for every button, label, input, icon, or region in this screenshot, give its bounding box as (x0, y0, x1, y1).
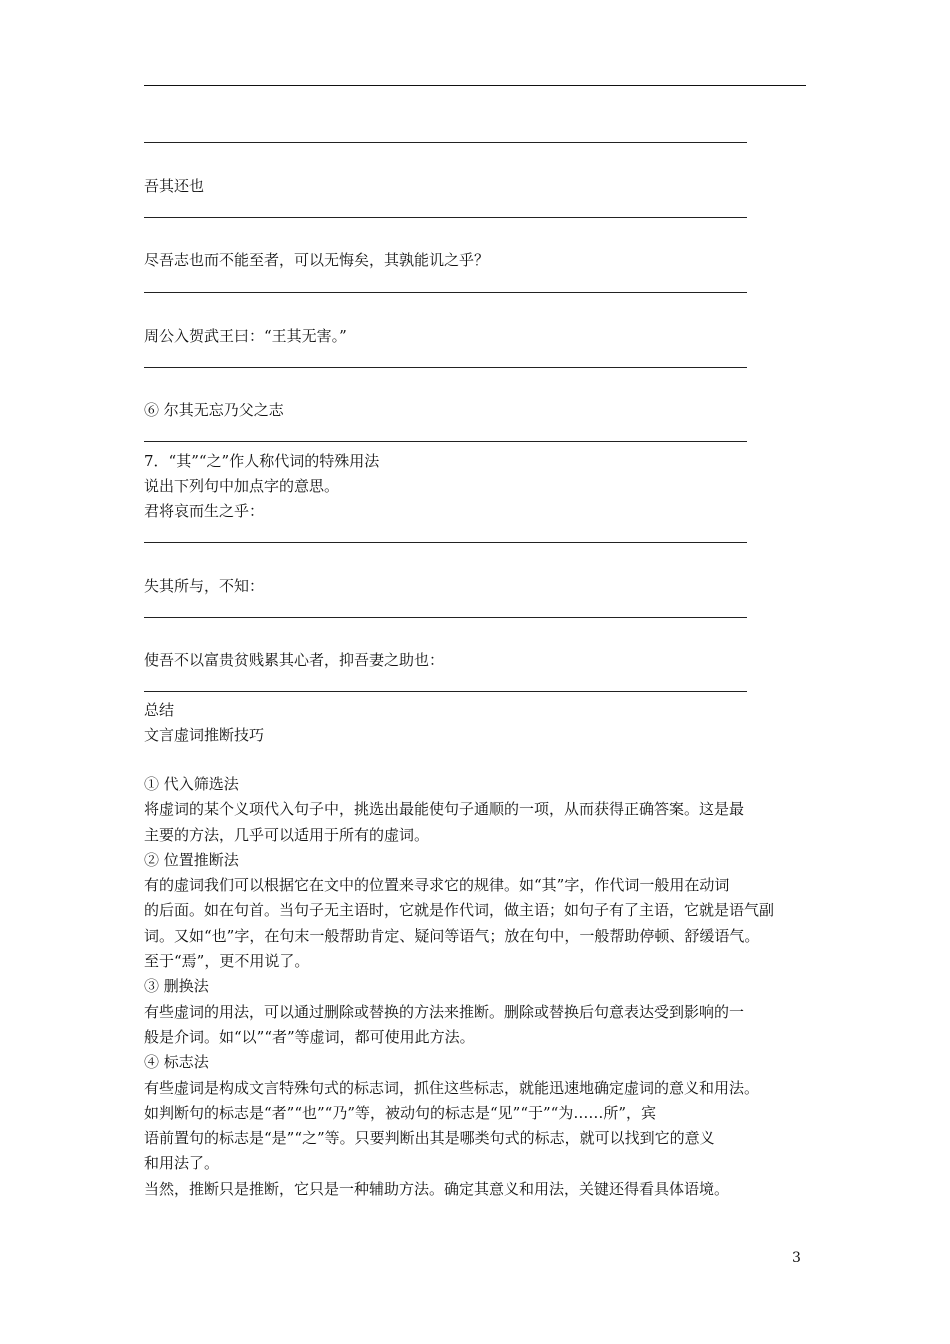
section-heading: 7．“其”“之”作人称代词的特殊用法 (144, 452, 380, 470)
summary-title: 总结 (144, 701, 175, 719)
answer-line[interactable] (144, 441, 747, 442)
exercise-sentence: 周公入贺武王曰：“王其无害。” (144, 327, 347, 345)
exercise-sentence: 失其所与，不知： (144, 577, 265, 595)
method-text-line: 将虚词的某个义项代入句子中，挑选出最能使句子通顺的一项，从而获得正确答案。这是最 (144, 800, 745, 819)
exercise-sentence: 使吾不以富贵贫贱累其心者，抑吾妻之助也： (144, 651, 445, 669)
method-text-line: 至于“焉”，更不用说了。 (144, 952, 310, 971)
exercise-sentence: 君将哀而生之乎： (144, 502, 265, 520)
method-text-line: 语前置句的标志是“是”“之”等。只要判断出其是哪类句式的标志，就可以找到它的意义 (144, 1129, 715, 1148)
section-instruction: 说出下列句中加点字的意思。 (144, 477, 340, 495)
exercise-sentence: 尽吾志也而不能至者，可以无悔矣，其孰能讥之乎？ (144, 251, 490, 269)
method-title: ④ 标志法 (144, 1053, 209, 1072)
page-number: 3 (792, 1250, 801, 1266)
answer-line[interactable] (144, 542, 747, 543)
method-text-line: 般是介词。如“以”“者”等虚词，都可使用此方法。 (144, 1027, 475, 1046)
method-text-line: 主要的方法，几乎可以适用于所有的虚词。 (144, 825, 430, 844)
answer-line[interactable] (144, 142, 747, 143)
method-text-line: 有些虚词的用法，可以通过删除或替换的方法来推断。删除或替换后句意表达受到影响的一 (144, 1002, 745, 1021)
method-text-line: 词。又如“也”字，在句末一般帮助肯定、疑问等语气；放在句中，一般帮助停顿、舒缓语气。 (144, 926, 760, 945)
method-text-line: 和用法了。 (144, 1154, 220, 1173)
method-text-line: 的后面。如在句首。当句子无主语时，它就是作代词，做主语；如句子有了主语，它就是语气副 (144, 901, 775, 920)
exercise-sentence: ⑥ 尔其无忘乃父之志 (144, 401, 284, 419)
summary-methods (144, 772, 808, 1202)
method-text-line: 当然，推断只是推断，它只是一种辅助方法。确定其意义和用法，关键还得看具体语境。 (144, 1179, 730, 1198)
answer-line[interactable] (144, 217, 747, 218)
method-text-line: 有的虚词我们可以根据它在文中的位置来寻求它的规律。如“其”字，作代词一般用在动词 (144, 876, 730, 895)
answer-line[interactable] (144, 292, 747, 293)
method-title: ③ 删换法 (144, 977, 209, 996)
method-text-line: 如判断句的标志是“者”“也”“乃”等，被动句的标志是“见”“于”“为……所”，宾 (144, 1103, 657, 1122)
answer-line[interactable] (144, 617, 747, 618)
answer-line[interactable] (144, 367, 747, 368)
method-title: ① 代入筛选法 (144, 775, 239, 793)
method-title: ② 位置推断法 (144, 850, 239, 869)
method-text-line: 有些虚词是构成文言特殊句式的标志词，抓住这些标志，就能迅速地确定虚词的意义和用法。 (144, 1078, 760, 1097)
header-rule (144, 85, 806, 86)
exercise-sentence: 吾其还也 (144, 177, 205, 195)
answer-line[interactable] (144, 691, 747, 692)
summary-subtitle: 文言虚词推断技巧 (144, 726, 265, 744)
